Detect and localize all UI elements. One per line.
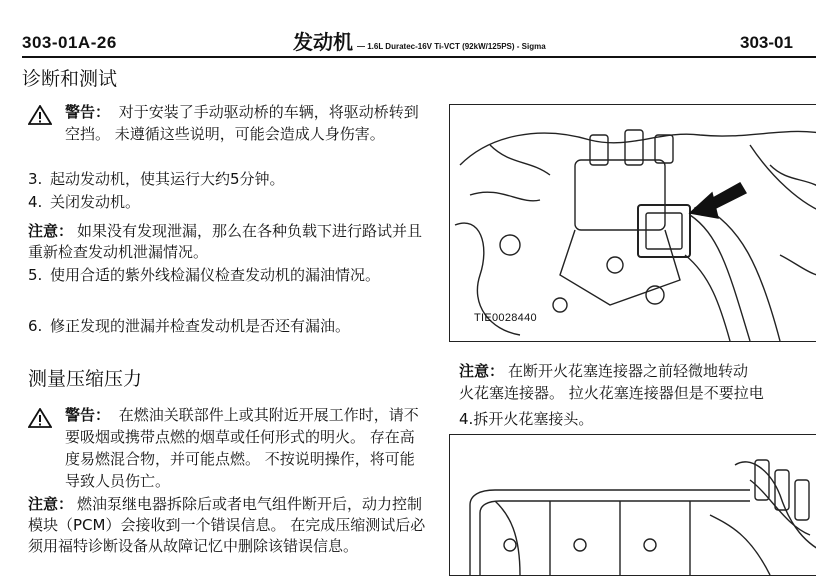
note-text-line2: 火花塞连接器。 拉火花塞连接器但是不要拉电	[459, 384, 764, 402]
step-text: 使用合适的紫外线检漏仪检查发动机的漏油情况。	[50, 266, 381, 284]
engine-head-drawing	[450, 435, 816, 575]
engine-ignition-coil-figure	[449, 104, 816, 342]
warning-label: 警告：	[65, 406, 111, 424]
step-number: 4.	[28, 193, 43, 211]
step-number: 3.	[28, 170, 43, 188]
note-block	[459, 360, 764, 404]
note-text: 燃油泵继电器拆除后或者电气组件断开后，动力控制模块（PCM）会接收到一个错误信息。 在完成压缩测试后必须用福特诊断设备从故障记忆中删除该错误信息。	[28, 495, 426, 555]
page-code-right: 303-01	[740, 33, 793, 52]
list-item	[28, 191, 428, 213]
step-text: 关闭发动机。	[50, 193, 141, 211]
list-item	[28, 264, 428, 286]
step-text: 起动发动机，使其运行大约5分钟。	[50, 170, 285, 188]
page-header-title	[293, 26, 546, 55]
warning-block	[28, 101, 423, 145]
warning-block	[28, 404, 423, 492]
list-item	[28, 315, 428, 337]
warning-text: 在燃油关联部件上或其附近开展工作时，请不要吸烟或携带点燃的烟草或任何形式的明火。 存在高度易燃混合物，并可能点燃。 不按说明操作，将可能导致人员伤亡。	[65, 406, 419, 490]
warning-icon	[28, 105, 52, 125]
engine-line-drawing	[450, 105, 816, 341]
list-item	[459, 408, 593, 429]
section-heading-diagnosis: 诊断和测试	[22, 68, 118, 90]
engine-cylinder-head-figure	[449, 434, 816, 576]
note-label: 注意：	[459, 362, 505, 380]
figure-label: TIE0028440	[474, 312, 537, 324]
note-label: 注意：	[28, 222, 74, 240]
step-number: 4.	[459, 410, 474, 428]
note-block	[28, 494, 428, 557]
warning-label: 警告：	[65, 103, 111, 121]
warning-text: 对于安装了手动驱动桥的车辆，将驱动桥转到空挡。 未遵循这些说明，可能会造成人身伤害。	[65, 103, 419, 143]
step-number: 6.	[28, 317, 43, 335]
step-number: 5.	[28, 266, 43, 284]
list-item	[28, 168, 428, 190]
step-text: 修正发现的泄漏并检查发动机是否还有漏油。	[50, 317, 351, 335]
header-title: 发动机	[293, 30, 353, 54]
header-rule	[22, 56, 816, 58]
note-label: 注意：	[28, 495, 74, 513]
step-text: 拆开火花塞接头。	[473, 410, 594, 428]
header-engine: — 1.6L Duratec-16V Ti-VCT (92kW/125PS) - Sigma	[357, 42, 546, 51]
section-heading-compression: 测量压缩压力	[28, 368, 143, 390]
note-text-line1: 在断开火花塞连接器之前轻微地转动	[508, 362, 749, 380]
note-block	[28, 221, 423, 263]
note-text: 如果没有发现泄漏，那么在各种负载下进行路试并且重新检查发动机泄漏情况。	[28, 222, 423, 261]
page-code-left: 303-01A-26	[22, 33, 117, 52]
warning-icon	[28, 408, 52, 428]
